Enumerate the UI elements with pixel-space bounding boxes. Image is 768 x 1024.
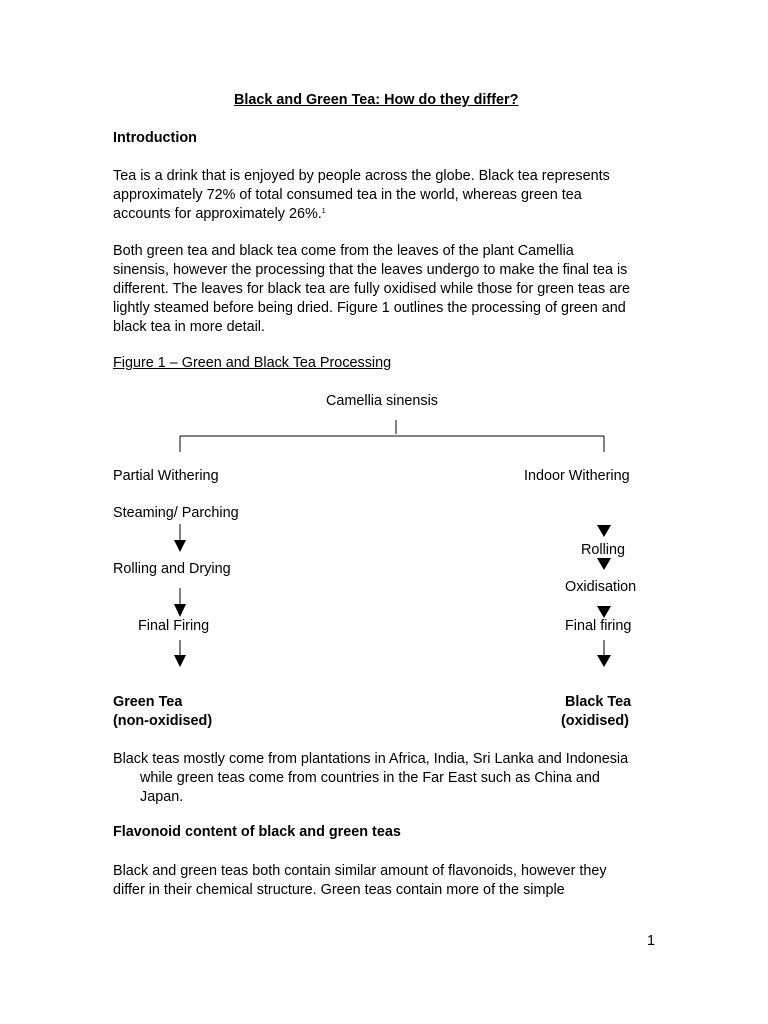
green-step-label: Steaming/ Parching	[113, 505, 239, 521]
paragraph-line: while green teas come from countries in the Far East such as China and	[140, 770, 600, 786]
paragraph-processing	[113, 242, 630, 337]
paragraph-line: Black and green teas both contain similar amount of flavonoids, however they	[113, 863, 607, 879]
black-result-label: Black Tea	[565, 694, 632, 710]
paragraph-line: Both green tea and black tea come from the leaves of the plant Camellia	[113, 243, 574, 259]
paragraph-line: different. The leaves for black tea are fully oxidised while those for green teas are	[113, 281, 631, 297]
page-title: Black and Green Tea: How do they differ?	[234, 92, 519, 108]
paragraph-intro	[113, 167, 610, 224]
green-result-note: (non-oxidised)	[113, 713, 213, 729]
paragraph-line: Japan.	[140, 789, 184, 805]
paragraph-line: differ in their chemical structure. Green teas contain more of the simple	[113, 882, 565, 898]
paragraph-line: sinensis, however the processing that the leaves undergo to make the final tea is	[113, 262, 628, 278]
green-arrow-2	[174, 588, 186, 617]
black-step-label: Indoor Withering	[524, 468, 630, 484]
green-step-label: Final Firing	[138, 618, 210, 634]
green-step-label: Rolling and Drying	[113, 561, 231, 577]
green-arrow-3	[174, 640, 186, 667]
black-step-label: Rolling	[581, 542, 625, 558]
paragraph-line	[113, 205, 610, 224]
paragraph-line: black tea in more detail.	[113, 319, 265, 335]
figure-caption: Figure 1 – Green and Black Tea Processing	[113, 355, 392, 371]
paragraph-flavonoid	[113, 862, 607, 900]
page-number: 1	[647, 933, 656, 949]
paragraph-origins	[113, 750, 628, 807]
black-arrow-4	[597, 640, 611, 667]
paragraph-line: Tea is a drink that is enjoyed by people across the globe. Black tea represents	[113, 168, 610, 184]
green-arrow-1	[174, 524, 186, 552]
paragraph-line: Black teas mostly come from plantations in Africa, India, Sri Lanka and Indonesia	[113, 751, 629, 767]
section-heading-introduction: Introduction	[113, 130, 197, 146]
diagram-root-label: Camellia sinensis	[326, 393, 438, 409]
green-step-label: Partial Withering	[113, 468, 219, 484]
black-step-label: Final firing	[565, 618, 632, 634]
footnote-marker: 1	[321, 208, 326, 215]
black-result-note: (oxidised)	[561, 713, 629, 729]
paragraph-line: lightly steamed before being dried. Figure 1 outlines the processing of green and	[113, 300, 626, 316]
paragraph-line: approximately 72% of total consumed tea in the world, whereas green tea	[113, 187, 582, 203]
paragraph-text: accounts for approximately 26%.	[113, 206, 322, 222]
black-step-label: Oxidisation	[565, 579, 637, 595]
black-arrow-1	[597, 525, 611, 537]
green-result-label: Green Tea	[113, 694, 183, 710]
section-heading-flavonoid: Flavonoid content of black and green teas	[113, 824, 401, 840]
